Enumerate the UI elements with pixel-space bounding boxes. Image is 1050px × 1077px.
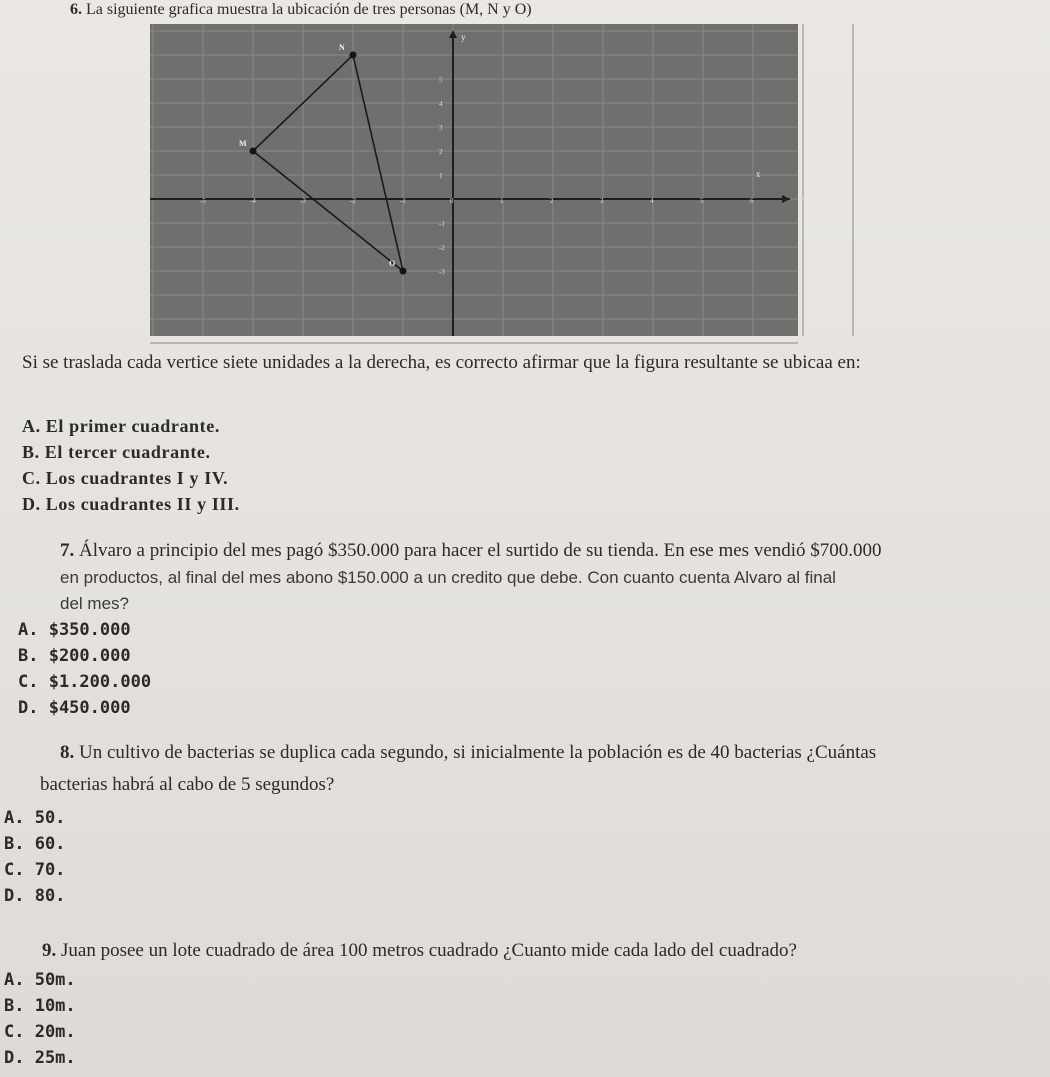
q9-option-d[interactable]: D. 25m.	[4, 1048, 76, 1068]
q6-option-c[interactable]: C. Los cuadrantes I y IV.	[22, 468, 229, 488]
q6-number: 6.	[70, 1, 82, 18]
x-tick-label: 4	[650, 197, 654, 205]
q8-option-c[interactable]: C. 70.	[4, 860, 66, 880]
q9-option-b[interactable]: B. 10m.	[4, 996, 76, 1016]
y-tick-label: -3	[439, 268, 445, 276]
q6-option-d[interactable]: D. Los cuadrantes II y III.	[22, 494, 240, 514]
point-m	[250, 148, 257, 155]
q9-option-a[interactable]: A. 50m.	[4, 970, 76, 990]
y-tick-label: 2	[439, 148, 443, 156]
q7-option-b[interactable]: B. $200.000	[18, 646, 131, 666]
x-tick-label: 1	[500, 197, 504, 205]
x-tick-label: -5	[200, 197, 206, 205]
q6-text: La siguiente grafica muestra la ubicación de tres personas (M, N y O)	[86, 1, 532, 18]
point-n	[350, 52, 357, 59]
q7-option-a[interactable]: A. $350.000	[18, 620, 131, 640]
x-tick-label: -4	[250, 197, 256, 205]
q9-option-c[interactable]: C. 20m.	[4, 1022, 76, 1042]
q7-option-d[interactable]: D. $450.000	[18, 698, 131, 718]
q7-line-3: del mes?	[60, 594, 129, 613]
point-label-o: O	[389, 259, 396, 268]
q7-line-1	[60, 540, 882, 562]
q6-header	[70, 1, 532, 19]
q8-number: 8.	[60, 742, 75, 763]
x-tick-label: -3	[300, 197, 306, 205]
point-label-n: N	[339, 43, 345, 52]
x-axis-label: x	[756, 169, 761, 179]
x-axis-arrow	[782, 195, 790, 203]
triangle-mno	[253, 55, 403, 271]
x-tick-label: -2	[350, 197, 356, 205]
x-tick-label: 6	[750, 197, 754, 205]
q9-line-1	[42, 940, 797, 962]
q7-option-c[interactable]: C. $1.200.000	[18, 672, 152, 692]
x-tick-label: 7	[800, 197, 804, 205]
y-tick-label: -2	[439, 244, 445, 252]
q7-number: 7.	[60, 540, 75, 561]
y-tick-label: 3	[439, 124, 443, 132]
q8-line-1	[60, 742, 876, 764]
x-tick-label: 3	[600, 197, 604, 205]
coordinate-plane	[150, 24, 804, 336]
q6-option-a[interactable]: A. El primer cuadrante.	[22, 416, 220, 436]
x-tick-label: -1	[400, 197, 406, 205]
q9-text: Juan posee un lote cuadrado de área 100 metros cuadrado ¿Cuanto mide cada lado del cuadrado?	[61, 940, 797, 961]
x-tick-label: 5	[700, 197, 704, 205]
y-tick-label: 4	[439, 100, 443, 108]
y-tick-label: -1	[439, 220, 445, 228]
x-tick-label: 0	[450, 197, 454, 205]
q8-line1-text: Un cultivo de bacterias se duplica cada segundo, si inicialmente la población es de 40 bacterias ¿Cuántas	[79, 742, 877, 763]
q7-line-2: en productos, al final del mes abono $150.000 a un credito que debe. Con cuanto cuenta Alvaro al final	[60, 568, 836, 587]
y-axis-label: y	[461, 32, 466, 42]
q8-option-a[interactable]: A. 50.	[4, 808, 66, 828]
y-tick-label: 5	[439, 76, 443, 84]
q6-option-b[interactable]: B. El tercer cuadrante.	[22, 442, 211, 462]
coordinate-graph	[150, 24, 804, 336]
point-o	[400, 268, 407, 275]
q6-question: Si se traslada cada vertice siete unidades a la derecha, es correcto afirmar que la figura resultante se ubicaa en:	[22, 352, 861, 373]
q9-number: 9.	[42, 940, 57, 961]
q8-option-d[interactable]: D. 80.	[4, 886, 66, 906]
q8-line-2: bacterias habrá al cabo de 5 segundos?	[40, 774, 335, 795]
q8-option-b[interactable]: B. 60.	[4, 834, 66, 854]
x-tick-label: 2	[550, 197, 554, 205]
point-label-m: M	[239, 139, 247, 148]
y-tick-label: 1	[439, 172, 443, 180]
q7-line1-text: Álvaro a principio del mes pagó $350.000 para hacer el surtido de su tienda. En ese mes vendió $700.000	[79, 540, 882, 561]
